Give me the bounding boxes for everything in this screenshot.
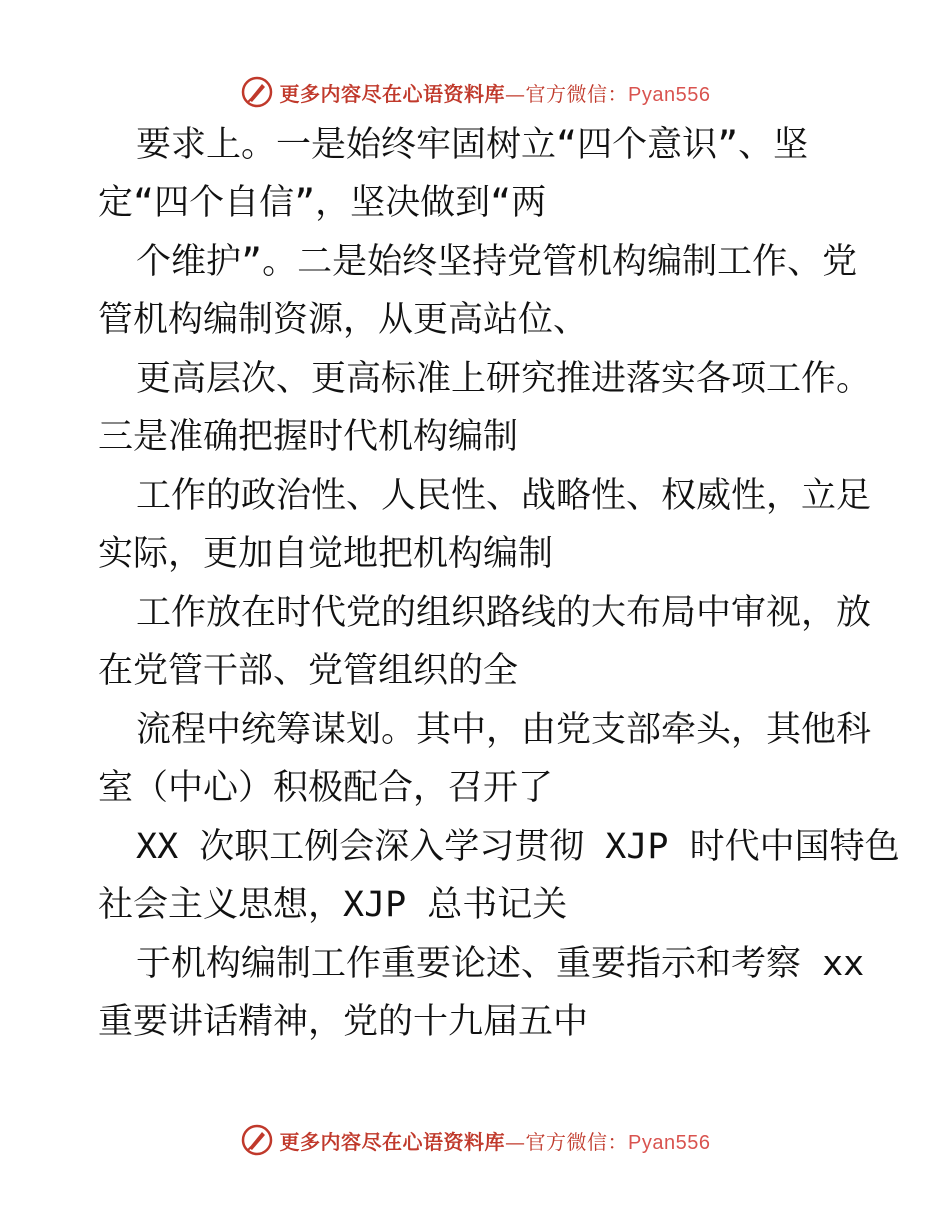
text-line-3: 个维护”。二是始终坚持党管机构编制工作、党 — [136, 242, 858, 282]
text-line-10: 在党管干部、党管组织的全 — [98, 651, 519, 691]
header-wechat-id: Pyan556 — [628, 83, 711, 106]
header-separator: — — [505, 81, 526, 106]
quill-logo-icon — [240, 1123, 274, 1157]
text-line-16: 重要讲话精神，党的十九届五中 — [98, 1002, 589, 1042]
text-line-7: 工作的政治性、人民性、战略性、权威性，立足 — [136, 476, 872, 516]
text-line-8: 实际，更加自觉地把机构编制 — [98, 534, 554, 574]
text-line-11: 流程中统筹谋划。其中，由党支部牵头，其他科 — [136, 710, 872, 750]
header-watermark — [0, 72, 950, 112]
text-line-2: 定“四个自信”，坚决做到“两 — [98, 183, 547, 223]
text-line-15: 于机构编制工作重要论述、重要指示和考察 xx — [136, 944, 865, 984]
footer-banner-text — [280, 1126, 711, 1155]
text-line-12: 室（中心）积极配合，召开了 — [98, 768, 554, 808]
text-line-4: 管机构编制资源，从更高站位、 — [98, 300, 589, 340]
footer-wechat-label: 官方微信： — [525, 1129, 629, 1154]
text-line-13: XX 次职工例会深入学习贯彻 XJP 时代中国特色 — [136, 827, 900, 867]
text-line-9: 工作放在时代党的组织路线的大布局中审视，放 — [136, 593, 872, 633]
footer-brand: 更多内容尽在心语资料库 — [279, 1129, 506, 1154]
footer-wechat-id: Pyan556 — [628, 1131, 711, 1154]
text-line-1: 要求上。一是始终牢固树立“四个意识”、坚 — [136, 125, 809, 165]
footer-watermark — [0, 1120, 950, 1160]
text-line-6: 三是准确把握时代机构编制 — [98, 417, 519, 457]
text-line-5: 更高层次、更高标准上研究推进落实各项工作。 — [136, 359, 872, 399]
footer-separator: — — [505, 1129, 526, 1154]
header-brand: 更多内容尽在心语资料库 — [279, 81, 506, 106]
header-banner-text — [280, 78, 711, 107]
quill-logo-icon — [240, 75, 274, 109]
text-line-14: 社会主义思想，XJP 总书记关 — [98, 885, 568, 925]
header-wechat-label: 官方微信： — [525, 81, 629, 106]
